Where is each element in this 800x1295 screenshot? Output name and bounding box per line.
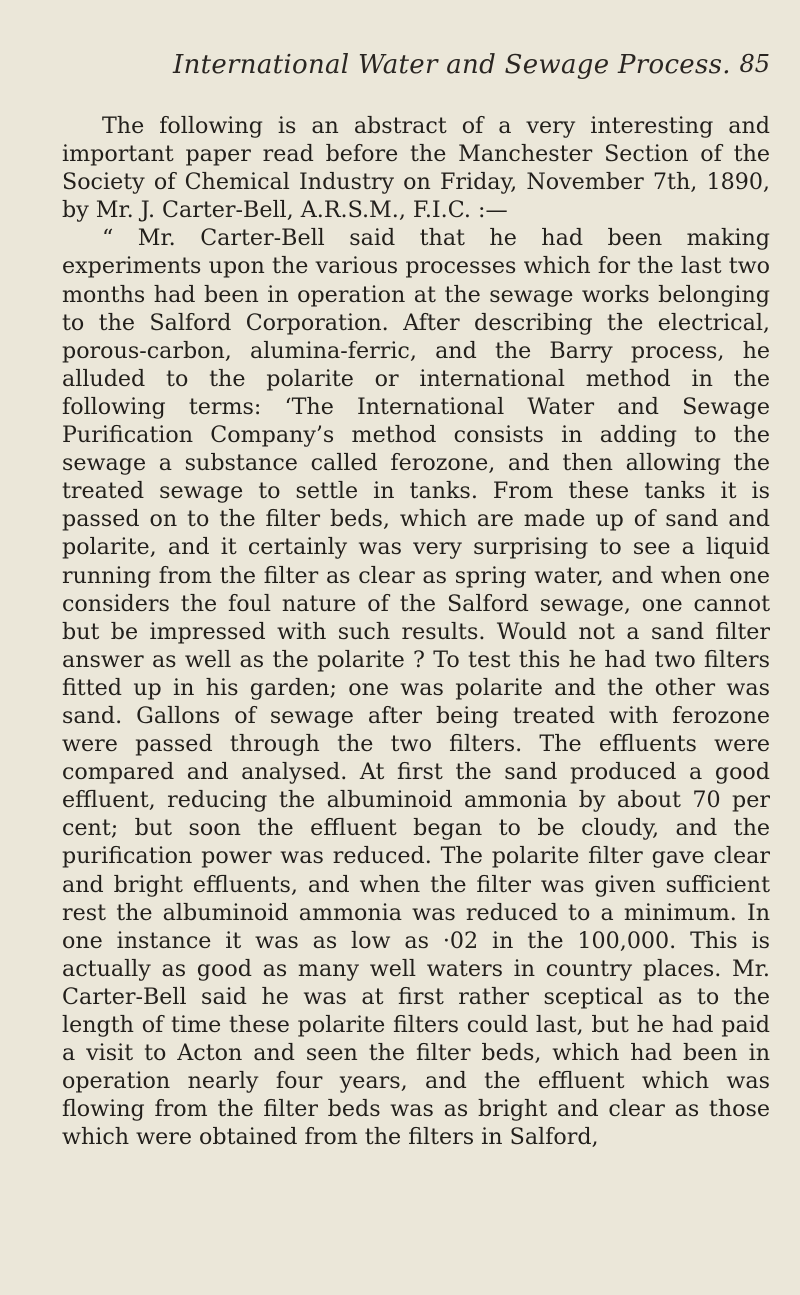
page-header xyxy=(60,50,770,90)
paragraph-abstract-intro: The following is an abstract of a very interesting and important paper read before the Manchester Section of the Society of Chemical Industry on Friday, November 7th, 1890, by Mr. J. Carter-Bell, A.R.S.M., F.I.C. :— xyxy=(62,113,770,224)
paragraph-carter-bell-quote: “ Mr. Carter-Bell said that he had been making experiments upon the various processes which for the last two months had been in operation at the sewage works belonging to the Salford Corporation. After describing the electrical, porous-carbon, alumina-ferric, and the Barry process, he alluded to the polarite or international method in the following terms: ‘The International Water and Sewage Purification Company’s method consists in adding to the sewage a substance called ferozone, and then allowing the treated sewage to settle in tanks. From these tanks it is passed on to the filter beds, which are made up of sand and polarite, and it certainly was very surprising to see a liquid running from the filter as clear as spring water, and when one considers the foul nature of the Salford sewage, one cannot but be impressed with such results. Would not a sand filter answer as well as the polarite ? To test this he had two filters fitted up in his garden; one was polarite and the other was sand. Gallons of sewage after being treated with ferozone were passed through the two filters. The effluents were compared and analysed. At first the sand produced a good effluent, reducing the albuminoid ammonia by about 70 per cent; but soon the effluent began to be cloudy, and the purification power was reduced. The polarite filter gave clear and bright effluents, and when the filter was given sufficient rest the albuminoid ammonia was reduced to a minimum. In one instance it was as low as ·02 in the 100,000. This is actually as good as many well waters in country places. Mr. Carter-Bell said he was at first rather sceptical as to the length of time these polarite filters could last, but he had paid a visit to Acton and seen the filter beds, which had been in operation nearly four years, and the effluent which was flowing from the filter beds was as bright and clear as those which were obtained from the filters in Salford, xyxy=(62,225,770,1151)
page-number: 85 xyxy=(739,50,770,78)
body-text xyxy=(62,112,770,1151)
running-head: International Water and Sewage Process. xyxy=(173,50,731,80)
